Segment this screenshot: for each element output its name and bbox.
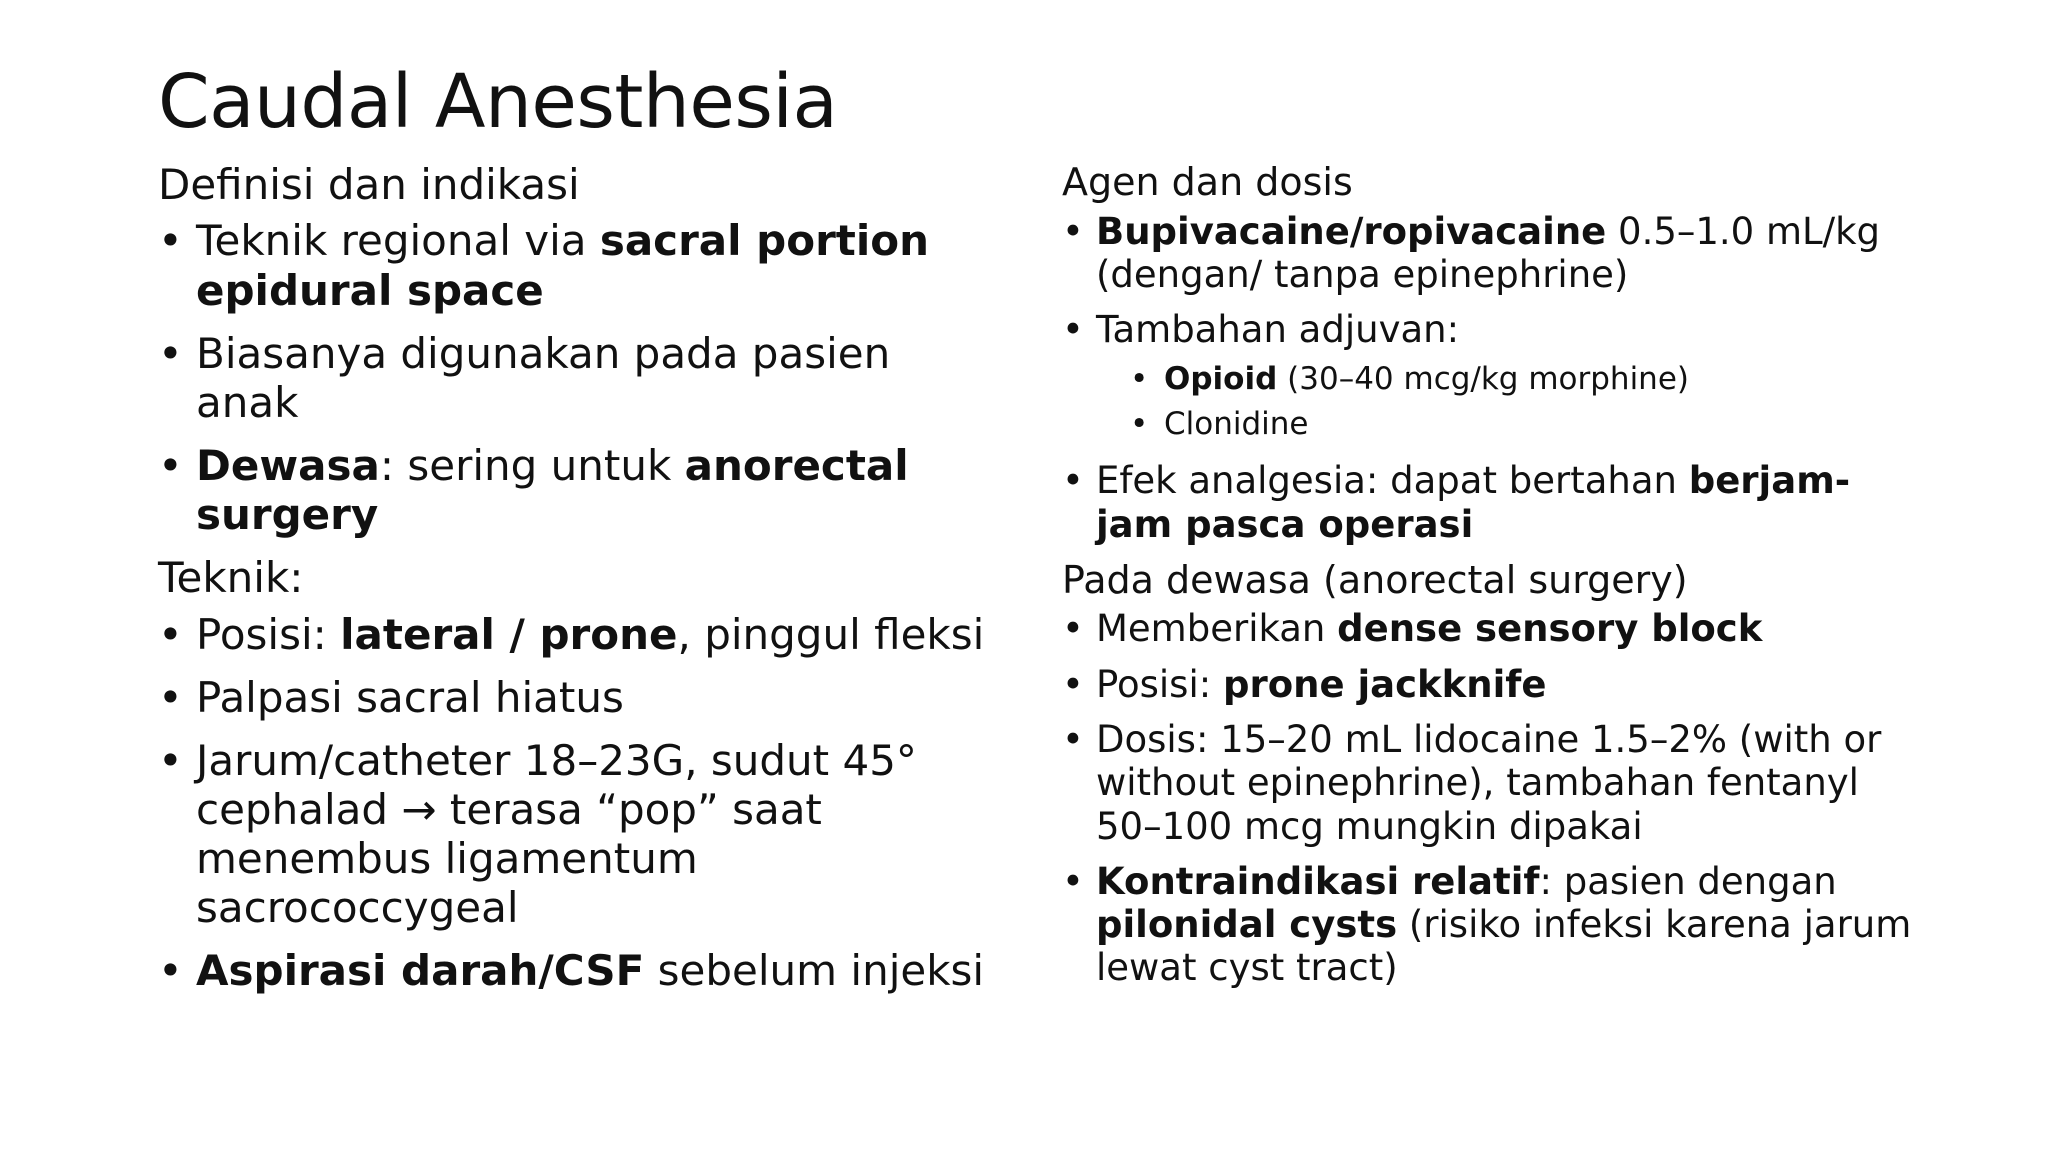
item-text: Biasanya digunakan pada pasien anak — [196, 328, 891, 427]
bullet-icon: • — [158, 328, 183, 378]
item-bold-text: Aspirasi darah/CSF — [196, 946, 645, 996]
item-text: sebelum injeksi — [644, 946, 985, 996]
list-item — [1062, 459, 1922, 546]
list-item — [158, 329, 998, 427]
item-text: Dosis: 15–20 mL lidocaine 1.5–2% (with or without epinephrine), tambahan fentanyl 50–100 mcg mungkin dipakai — [1096, 718, 1882, 848]
bullet-icon: • — [158, 609, 183, 659]
sub-list-item — [1130, 402, 1922, 447]
item-bold-text: Opioid — [1164, 361, 1278, 398]
slide-title: Caudal Anesthesia — [158, 59, 838, 145]
item-text: Posisi: — [1096, 662, 1223, 706]
bullet-icon: • — [1062, 209, 1084, 253]
item-bold-text: prone jackknife — [1222, 662, 1547, 706]
item-text: 0.5–1.0 mL/kg (dengan/ tanpa epinephrine) — [1096, 209, 1881, 296]
bullet-icon: • — [1062, 459, 1084, 503]
list-item — [158, 736, 998, 933]
list-item — [1062, 860, 1922, 990]
bullet-icon: • — [1062, 662, 1084, 706]
item-text: Efek analgesia: dapat bertahan — [1096, 459, 1689, 503]
item-text: (30–40 mcg/kg morphine) — [1277, 361, 1690, 398]
section-heading: Pada dewasa (anorectal surgery) — [1062, 557, 1688, 602]
list-item — [158, 610, 998, 659]
bullet-icon: • — [158, 672, 183, 722]
item-text: : sering untuk — [379, 440, 685, 490]
item-text: , pinggul fleksi — [677, 609, 985, 659]
bullet-icon: • — [1062, 308, 1084, 352]
item-bold-text: Kontraindikasi relatif — [1096, 859, 1540, 903]
list-item — [158, 441, 998, 539]
left-column — [158, 160, 998, 1009]
bullet-icon: • — [1062, 859, 1084, 903]
item-text: Jarum/catheter 18–23G, sudut 45° cephalad → terasa “pop” saat menembus ligamentum sacrococcygeal — [196, 735, 917, 933]
bullet-icon: • — [158, 216, 183, 266]
item-bold-text: lateral / prone — [340, 609, 678, 659]
list-item — [1062, 663, 1922, 706]
list-item — [1062, 210, 1922, 297]
section-teknik — [158, 553, 998, 995]
section-heading: Definisi dan indikasi — [158, 160, 580, 209]
bullet-list — [158, 216, 998, 539]
item-text: (risiko infeksi karena jarum lewat cyst tract) — [1096, 903, 1912, 990]
list-item — [1062, 308, 1922, 447]
item-text: Palpasi sacral hiatus — [196, 672, 624, 722]
bullet-icon: • — [1062, 718, 1084, 762]
section-heading: Agen dan dosis — [1062, 160, 1353, 204]
item-bold-text: Bupivacaine/ropivacaine — [1096, 209, 1607, 253]
bullet-icon: • — [158, 735, 183, 785]
right-column — [1062, 160, 1922, 1002]
item-text: Posisi: — [196, 609, 341, 659]
item-bold-text: pilonidal cysts — [1096, 903, 1398, 947]
bullet-list — [158, 610, 998, 996]
item-text: Memberikan — [1096, 607, 1338, 651]
section-agen-dosis — [1062, 160, 1922, 546]
bullet-icon: • — [1130, 406, 1149, 443]
item-bold-text: Dewasa — [196, 440, 380, 490]
bullet-icon: • — [158, 440, 183, 490]
list-item — [158, 946, 998, 995]
list-item — [158, 216, 998, 314]
sub-list-item — [1130, 357, 1922, 402]
section-heading: Teknik: — [158, 553, 304, 603]
list-item — [1062, 607, 1922, 650]
list-item — [158, 673, 998, 722]
item-text: Teknik regional via — [196, 216, 600, 266]
bullet-list — [1062, 210, 1922, 546]
item-text: : pasien dengan — [1539, 859, 1837, 903]
section-pada-dewasa — [1062, 558, 1922, 990]
item-bold-text: sacral portion epidural space — [196, 216, 930, 315]
sub-bullet-list — [1096, 357, 1922, 447]
bullet-icon: • — [158, 946, 183, 996]
item-bold-text: berjam-jam pasca operasi — [1096, 459, 1851, 546]
item-bold-text: anorectal surgery — [196, 440, 909, 540]
bullet-icon: • — [1130, 361, 1149, 398]
section-definisi — [158, 160, 998, 539]
item-text: Clonidine — [1164, 406, 1309, 443]
item-bold-text: dense sensory block — [1337, 607, 1763, 651]
item-text: Tambahan adjuvan: — [1096, 308, 1460, 352]
bullet-list — [1062, 607, 1922, 989]
bullet-icon: • — [1062, 607, 1084, 651]
list-item — [1062, 718, 1922, 848]
